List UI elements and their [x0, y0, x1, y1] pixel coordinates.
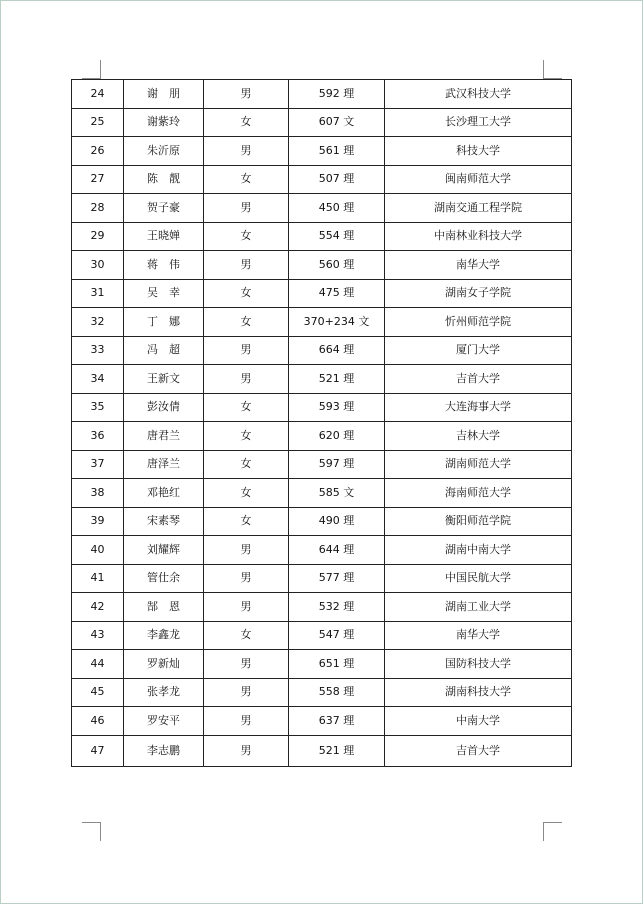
admitted-school-cell: 湖南师范大学	[385, 450, 572, 479]
admitted-school-cell: 中国民航大学	[385, 564, 572, 593]
gender-cell: 男	[204, 735, 289, 766]
table-row	[72, 735, 572, 766]
row-number-cell: 24	[72, 80, 124, 109]
gender-cell: 女	[204, 621, 289, 650]
table-row	[72, 450, 572, 479]
student-name-cell: 陈 靓	[124, 165, 204, 194]
row-number-cell: 45	[72, 678, 124, 707]
exam-score-cell: 607 文	[289, 108, 385, 137]
table-row	[72, 308, 572, 337]
student-name-cell: 王新文	[124, 365, 204, 394]
admitted-school-cell: 长沙理工大学	[385, 108, 572, 137]
exam-score-cell: 651 理	[289, 650, 385, 679]
table-row	[72, 194, 572, 223]
gender-cell: 男	[204, 650, 289, 679]
exam-score-cell: 521 理	[289, 365, 385, 394]
row-number-cell: 31	[72, 279, 124, 308]
student-name-cell: 罗新灿	[124, 650, 204, 679]
row-number-cell: 46	[72, 707, 124, 736]
student-name-cell: 张孝龙	[124, 678, 204, 707]
crop-mark-bottom-left	[82, 822, 101, 841]
row-number-cell: 40	[72, 536, 124, 565]
student-name-cell: 唐君兰	[124, 422, 204, 451]
row-number-cell: 27	[72, 165, 124, 194]
student-name-cell: 罗安平	[124, 707, 204, 736]
admitted-school-cell: 中南大学	[385, 707, 572, 736]
gender-cell: 男	[204, 251, 289, 280]
gender-cell: 女	[204, 422, 289, 451]
exam-score-cell: 521 理	[289, 735, 385, 766]
exam-score-cell: 577 理	[289, 564, 385, 593]
gender-cell: 男	[204, 536, 289, 565]
row-number-cell: 38	[72, 479, 124, 508]
student-name-cell: 丁 娜	[124, 308, 204, 337]
table-row	[72, 678, 572, 707]
admitted-school-cell: 国防科技大学	[385, 650, 572, 679]
table-row	[72, 564, 572, 593]
student-name-cell: 管仕余	[124, 564, 204, 593]
admitted-school-cell: 大连海事大学	[385, 393, 572, 422]
admitted-school-cell: 湖南工业大学	[385, 593, 572, 622]
student-name-cell: 唐泽兰	[124, 450, 204, 479]
student-name-cell: 朱沂原	[124, 137, 204, 166]
exam-score-cell: 450 理	[289, 194, 385, 223]
exam-score-cell: 592 理	[289, 80, 385, 109]
row-number-cell: 34	[72, 365, 124, 394]
exam-score-cell: 560 理	[289, 251, 385, 280]
student-name-cell: 邓艳红	[124, 479, 204, 508]
student-name-cell: 谢 朋	[124, 80, 204, 109]
row-number-cell: 29	[72, 222, 124, 251]
exam-score-cell: 644 理	[289, 536, 385, 565]
table-row	[72, 279, 572, 308]
table-row	[72, 222, 572, 251]
gender-cell: 男	[204, 336, 289, 365]
row-number-cell: 43	[72, 621, 124, 650]
gender-cell: 女	[204, 507, 289, 536]
row-number-cell: 47	[72, 735, 124, 766]
gender-cell: 男	[204, 678, 289, 707]
admitted-school-cell: 中南林业科技大学	[385, 222, 572, 251]
table-row	[72, 422, 572, 451]
student-name-cell: 李志鹏	[124, 735, 204, 766]
row-number-cell: 33	[72, 336, 124, 365]
exam-score-cell: 664 理	[289, 336, 385, 365]
row-number-cell: 36	[72, 422, 124, 451]
exam-score-cell: 593 理	[289, 393, 385, 422]
gender-cell: 男	[204, 80, 289, 109]
exam-score-cell: 620 理	[289, 422, 385, 451]
student-name-cell: 王晓婵	[124, 222, 204, 251]
exam-score-cell: 637 理	[289, 707, 385, 736]
crop-mark-top-right	[543, 60, 562, 79]
gender-cell: 女	[204, 393, 289, 422]
table-row	[72, 251, 572, 280]
gender-cell: 女	[204, 222, 289, 251]
exam-score-cell: 597 理	[289, 450, 385, 479]
student-name-cell: 李鑫龙	[124, 621, 204, 650]
row-number-cell: 42	[72, 593, 124, 622]
row-number-cell: 25	[72, 108, 124, 137]
crop-mark-bottom-right	[543, 822, 562, 841]
student-name-cell: 郜 恩	[124, 593, 204, 622]
admitted-school-cell: 湖南科技大学	[385, 678, 572, 707]
student-name-cell: 刘耀辉	[124, 536, 204, 565]
row-number-cell: 30	[72, 251, 124, 280]
gender-cell: 女	[204, 479, 289, 508]
table-row	[72, 80, 572, 109]
gender-cell: 女	[204, 308, 289, 337]
gender-cell: 男	[204, 194, 289, 223]
gender-cell: 男	[204, 137, 289, 166]
row-number-cell: 41	[72, 564, 124, 593]
admitted-school-cell: 武汉科技大学	[385, 80, 572, 109]
row-number-cell: 44	[72, 650, 124, 679]
gender-cell: 女	[204, 279, 289, 308]
exam-score-cell: 490 理	[289, 507, 385, 536]
row-number-cell: 37	[72, 450, 124, 479]
student-name-cell: 吴 幸	[124, 279, 204, 308]
admitted-school-cell: 闽南师范大学	[385, 165, 572, 194]
student-name-cell: 彭汝倩	[124, 393, 204, 422]
gender-cell: 男	[204, 593, 289, 622]
table-row	[72, 393, 572, 422]
table-row	[72, 507, 572, 536]
table-row	[72, 536, 572, 565]
row-number-cell: 28	[72, 194, 124, 223]
table-row	[72, 650, 572, 679]
row-number-cell: 26	[72, 137, 124, 166]
admitted-school-cell: 湖南交通工程学院	[385, 194, 572, 223]
student-name-cell: 谢紫玲	[124, 108, 204, 137]
exam-score-cell: 370+234 文	[289, 308, 385, 337]
table-row	[72, 621, 572, 650]
table-row	[72, 707, 572, 736]
exam-score-cell: 585 文	[289, 479, 385, 508]
admitted-school-cell: 南华大学	[385, 621, 572, 650]
exam-score-cell: 507 理	[289, 165, 385, 194]
admitted-school-cell: 湖南中南大学	[385, 536, 572, 565]
gender-cell: 女	[204, 108, 289, 137]
exam-score-cell: 558 理	[289, 678, 385, 707]
table-row	[72, 165, 572, 194]
exam-score-cell: 561 理	[289, 137, 385, 166]
table-row	[72, 593, 572, 622]
student-name-cell: 贺子豪	[124, 194, 204, 223]
admitted-school-cell: 忻州师范学院	[385, 308, 572, 337]
exam-score-cell: 475 理	[289, 279, 385, 308]
row-number-cell: 39	[72, 507, 124, 536]
crop-mark-top-left	[82, 60, 101, 79]
exam-score-cell: 554 理	[289, 222, 385, 251]
admission-table-body	[72, 80, 572, 767]
gender-cell: 男	[204, 564, 289, 593]
admitted-school-cell: 海南师范大学	[385, 479, 572, 508]
table-row	[72, 479, 572, 508]
admitted-school-cell: 衡阳师范学院	[385, 507, 572, 536]
admitted-school-cell: 吉首大学	[385, 735, 572, 766]
student-name-cell: 冯 超	[124, 336, 204, 365]
admitted-school-cell: 科技大学	[385, 137, 572, 166]
row-number-cell: 32	[72, 308, 124, 337]
admitted-school-cell: 湖南女子学院	[385, 279, 572, 308]
table-row	[72, 108, 572, 137]
admitted-school-cell: 吉林大学	[385, 422, 572, 451]
admission-table	[71, 79, 572, 767]
gender-cell: 女	[204, 450, 289, 479]
student-name-cell: 蒋 伟	[124, 251, 204, 280]
table-row	[72, 336, 572, 365]
admitted-school-cell: 厦门大学	[385, 336, 572, 365]
row-number-cell: 35	[72, 393, 124, 422]
gender-cell: 男	[204, 707, 289, 736]
admitted-school-cell: 吉首大学	[385, 365, 572, 394]
gender-cell: 男	[204, 365, 289, 394]
exam-score-cell: 532 理	[289, 593, 385, 622]
exam-score-cell: 547 理	[289, 621, 385, 650]
table-row	[72, 137, 572, 166]
gender-cell: 女	[204, 165, 289, 194]
admitted-school-cell: 南华大学	[385, 251, 572, 280]
table-row	[72, 365, 572, 394]
student-name-cell: 宋素琴	[124, 507, 204, 536]
